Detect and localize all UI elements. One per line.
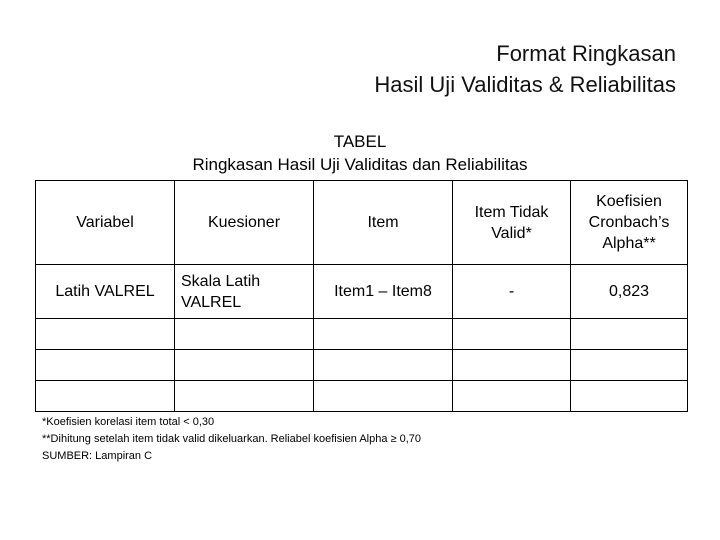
empty-cell bbox=[314, 350, 453, 381]
empty-cell bbox=[175, 350, 314, 381]
cell-kuesioner: Skala Latih VALREL bbox=[175, 265, 314, 319]
cell-variabel: Latih VALREL bbox=[36, 265, 175, 319]
cell-item: Item1 – Item8 bbox=[314, 265, 453, 319]
empty-cell bbox=[571, 319, 688, 350]
cell-koefisien-alpha: 0,823 bbox=[571, 265, 688, 319]
header-item: Item bbox=[314, 181, 453, 265]
header-kuesioner: Kuesioner bbox=[175, 181, 314, 265]
empty-cell bbox=[571, 350, 688, 381]
header-koefisien-alpha: Koefisien Cronbach’s Alpha** bbox=[571, 181, 688, 265]
table-title-line-2: Ringkasan Hasil Uji Validitas dan Reliabilitas bbox=[192, 155, 528, 174]
note-1: *Koefisien korelasi item total < 0,30 bbox=[42, 416, 215, 428]
table-notes bbox=[42, 414, 421, 465]
table-row bbox=[36, 265, 688, 319]
page-heading bbox=[374, 38, 676, 100]
cell-item-tidak-valid: - bbox=[453, 265, 571, 319]
empty-cell bbox=[314, 319, 453, 350]
empty-cell bbox=[175, 381, 314, 412]
empty-cell bbox=[36, 319, 175, 350]
empty-cell bbox=[571, 381, 688, 412]
table-row-empty bbox=[36, 381, 688, 412]
empty-cell bbox=[314, 381, 453, 412]
header-variabel: Variabel bbox=[36, 181, 175, 265]
table-row-empty bbox=[36, 319, 688, 350]
empty-cell bbox=[453, 350, 571, 381]
summary-table bbox=[35, 180, 688, 412]
empty-cell bbox=[36, 381, 175, 412]
table-header-row bbox=[36, 181, 688, 265]
table-row-empty bbox=[36, 350, 688, 381]
note-source: SUMBER: Lampiran C bbox=[42, 450, 153, 462]
empty-cell bbox=[453, 381, 571, 412]
empty-cell bbox=[175, 319, 314, 350]
empty-cell bbox=[453, 319, 571, 350]
heading-line-2: Hasil Uji Validitas & Reliabilitas bbox=[374, 72, 676, 97]
header-item-tidak-valid: Item Tidak Valid* bbox=[453, 181, 571, 265]
note-2: **Dihitung setelah item tidak valid dikeluarkan. Reliabel koefisien Alpha ≥ 0,70 bbox=[42, 433, 422, 445]
table-title bbox=[0, 130, 720, 176]
empty-cell bbox=[36, 350, 175, 381]
heading-line-1: Format Ringkasan bbox=[496, 41, 676, 66]
table-title-line-1: TABEL bbox=[333, 132, 387, 151]
